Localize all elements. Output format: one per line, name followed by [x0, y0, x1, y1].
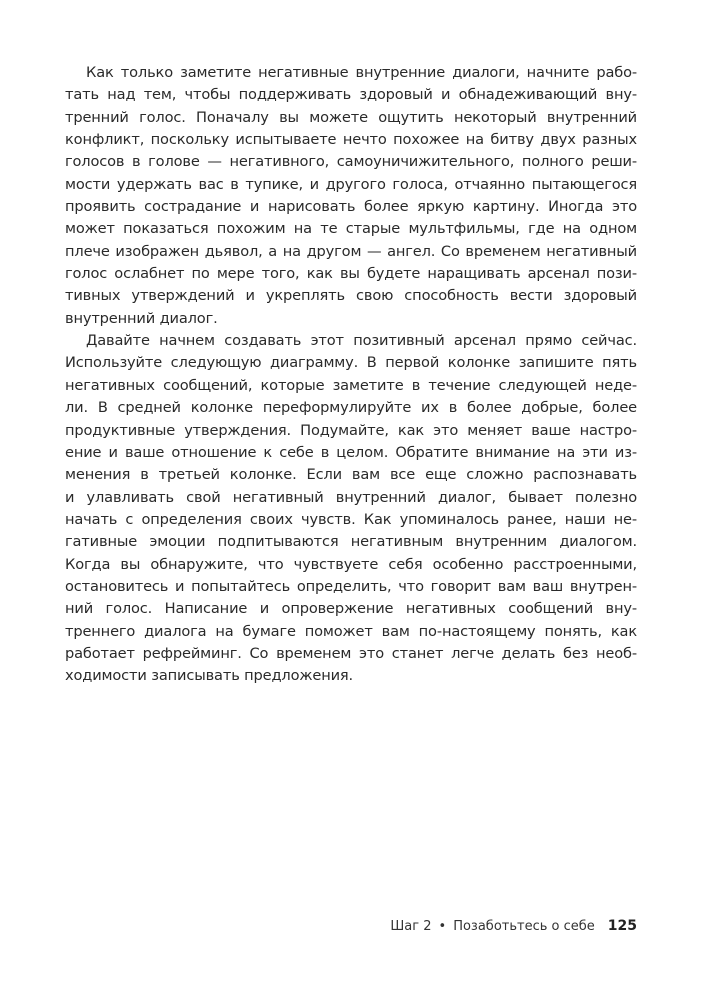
- text-line: ходимости записывать предложения.: [65, 667, 354, 685]
- text-line: внутренний диалог.: [65, 309, 218, 327]
- text-line: начать с определения своих чувств. Как упоминалось ранее, наши не-: [65, 510, 637, 528]
- text-line: Давайте начнем создавать этот позитивный арсенал прямо сейчас.: [86, 332, 637, 350]
- footer-bullet: •: [438, 919, 447, 934]
- text-line: гативные эмоции подпитываются негативным внутренним диалогом.: [65, 533, 637, 551]
- footer-section: Шаг 2: [390, 919, 432, 934]
- text-line: может показаться похожим на те старые мультфильмы, где на одном: [65, 220, 637, 238]
- paragraph: [65, 62, 637, 330]
- text-line: Как только заметите негативные внутренние диалоги, начните рабо-: [86, 64, 637, 81]
- page-number: 125: [607, 918, 637, 934]
- text-line: голосов в голове — негативного, самоуничижительного, полного реши-: [65, 153, 637, 171]
- body-text: [65, 62, 637, 688]
- text-line: Используйте следующую диаграмму. В первой колонке запишите пять: [65, 354, 637, 372]
- text-line: мости удержать вас в тупике, и другого голоса, отчаянно пытающегося: [65, 175, 637, 193]
- text-line: Когда вы обнаружите, что чувствуете себя особенно расстроенными,: [65, 555, 637, 573]
- text-line: и улавливать свой негативный внутренний диалог, бывает полезно: [65, 488, 637, 506]
- text-line: ний голос. Написание и опровержение негативных сообщений вну-: [65, 600, 637, 618]
- text-line: менения в третьей колонке. Если вам все еще сложно распознавать: [65, 466, 637, 484]
- text-line: конфликт, поскольку испытываете нечто похожее на битву двух разных: [65, 131, 637, 149]
- text-line: тать над тем, чтобы поддерживать здоровый и обнадеживающий вну-: [65, 86, 637, 104]
- text-line: работает рефрейминг. Со временем это станет легче делать без необ-: [65, 644, 637, 662]
- page-footer: [0, 918, 637, 934]
- text-line: треннего диалога на бумаге поможет вам по-настоящему понять, как: [65, 622, 637, 640]
- footer-chapter-title: Позаботьтесь о себе: [453, 919, 595, 934]
- text-line: тренний голос. Поначалу вы можете ощутить некоторый внутренний: [65, 108, 637, 126]
- text-line: ли. В средней колонке переформулируйте их в более добрые, более: [65, 399, 637, 417]
- text-line: остановитесь и попытайтесь определить, что говорит вам ваш внутрен-: [65, 577, 637, 595]
- text-line: плече изображен дьявол, а на другом — ангел. Со временем негативный: [65, 242, 637, 260]
- text-line: продуктивные утверждения. Подумайте, как это меняет ваше настро-: [65, 421, 637, 439]
- text-line: тивных утверждений и укреплять свою способность вести здоровый: [65, 287, 637, 305]
- text-line: проявить сострадание и нарисовать более яркую картину. Иногда это: [65, 198, 637, 216]
- text-line: негативных сообщений, которые заметите в течение следующей неде-: [65, 376, 637, 394]
- text-line: голос ослабнет по мере того, как вы будете наращивать арсенал пози-: [65, 265, 637, 283]
- text-line: ение и ваше отношение к себе в целом. Обратите внимание на эти из-: [65, 443, 637, 461]
- paragraph: [65, 330, 637, 688]
